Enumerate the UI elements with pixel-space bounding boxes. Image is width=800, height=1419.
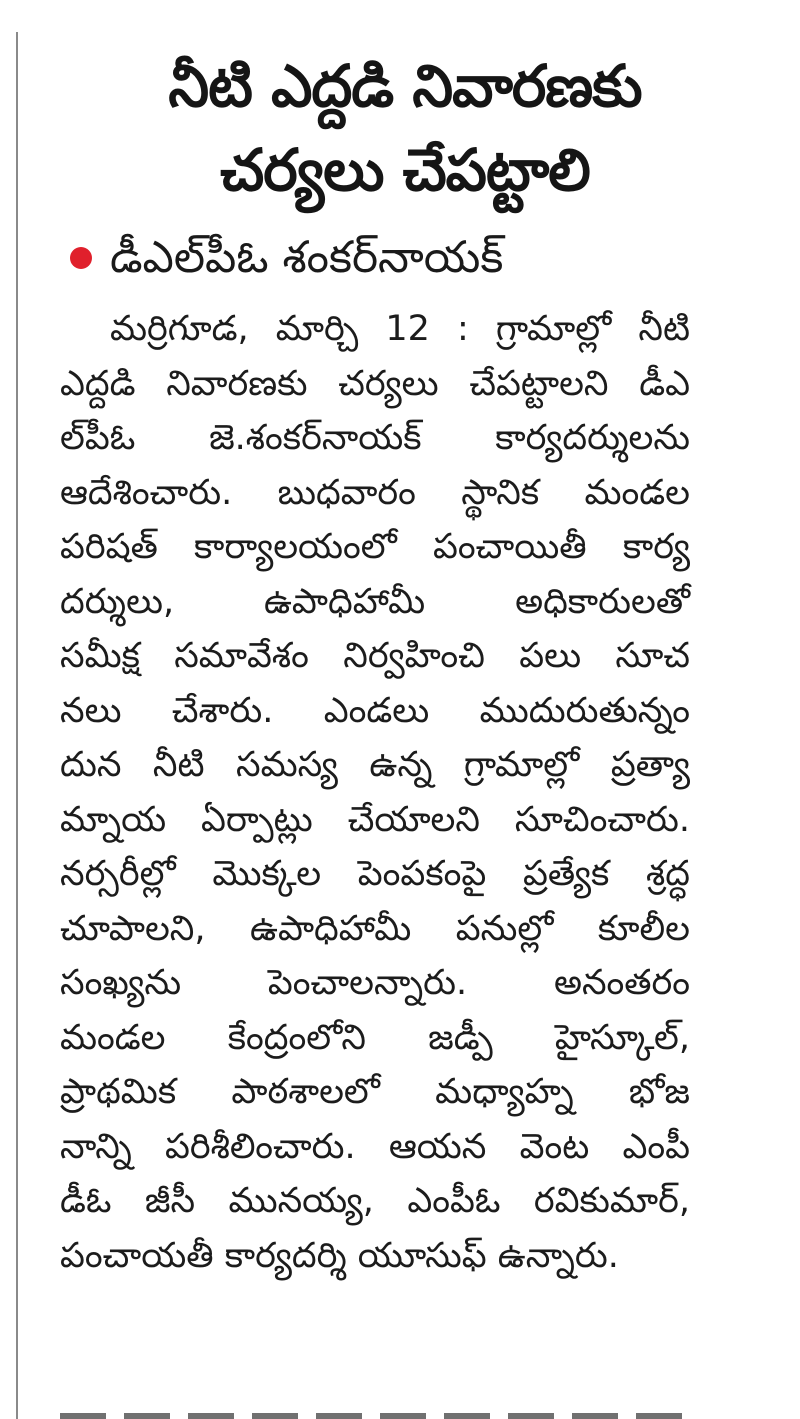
- body-line: నాన్ని పరిశీలించారు. ఆయన వెంట ఎంపీ: [60, 1126, 690, 1167]
- truncated-next-article-edge: [60, 1404, 700, 1419]
- red-bullet-icon: [70, 247, 92, 269]
- body-line: సంఖ్యను పెంచాలన్నారు. అనంతరం: [60, 963, 690, 1003]
- body-line: నర్సరీల్లో మొక్కల పెంపకంపై ప్రత్యేక శ్రద్ధ: [60, 854, 690, 894]
- body-line: మర్రిగూడ, మార్చి 12 : గ్రామాల్లో నీటి: [110, 309, 690, 349]
- body-line: ఆదేశించారు. బుధవారం స్థానిక మండల: [60, 472, 690, 513]
- byline: [60, 226, 750, 290]
- body-line: దర్శులు, ఉపాధిహామీ అధికారులతో: [60, 581, 690, 622]
- body-line: ల్‌పీఓ జె.శంకర్‌నాయక్ కార్యదర్శులను: [60, 418, 690, 458]
- body-line: పంచాయతీ కార్యదర్శి యూసుఫ్ ఉన్నారు.: [60, 1235, 619, 1276]
- body-line: పరిషత్ కార్యాలయంలో పంచాయితీ కార్య: [60, 527, 690, 567]
- body-line: చూపాలని, ఉపాధిహామీ పనుల్లో కూలీల: [60, 908, 690, 949]
- byline-text: డీఎల్‌పీఓ శంకర్‌నాయక్: [110, 232, 504, 283]
- body-line: ప్రాథమిక పాఠశాలలో మధ్యాహ్న భోజ: [60, 1072, 690, 1112]
- body-line: డీఓ జీసీ మునయ్య, ఎంపీఓ రవికుమార్,: [60, 1181, 690, 1221]
- article-headline: [60, 0, 750, 212]
- headline-line-1: నీటి ఎద్దడి నివారణకు: [168, 52, 642, 120]
- article-body: [60, 302, 750, 1283]
- column-divider: [16, 32, 18, 1419]
- body-line: దున నీటి సమస్య ఉన్న గ్రామాల్లో ప్రత్యా: [60, 745, 690, 785]
- body-line: ఎద్దడి నివారణకు చర్యలు చేపట్టాలని డీఎ: [60, 363, 690, 404]
- body-line: మండల కేంద్రంలోని జడ్పీ హైస్కూల్,: [60, 1017, 690, 1058]
- body-line: మ్నాయ ఏర్పాట్లు చేయాలని సూచించారు.: [60, 799, 690, 840]
- news-article: [60, 0, 750, 1283]
- body-line: సమీక్ష సమావేశం నిర్వహించి పలు సూచ: [60, 636, 690, 676]
- body-line: నలు చేశారు. ఎండలు ముదురుతున్నం: [60, 690, 690, 731]
- headline-line-2: చర్యలు చేపట్టాలి: [220, 136, 590, 204]
